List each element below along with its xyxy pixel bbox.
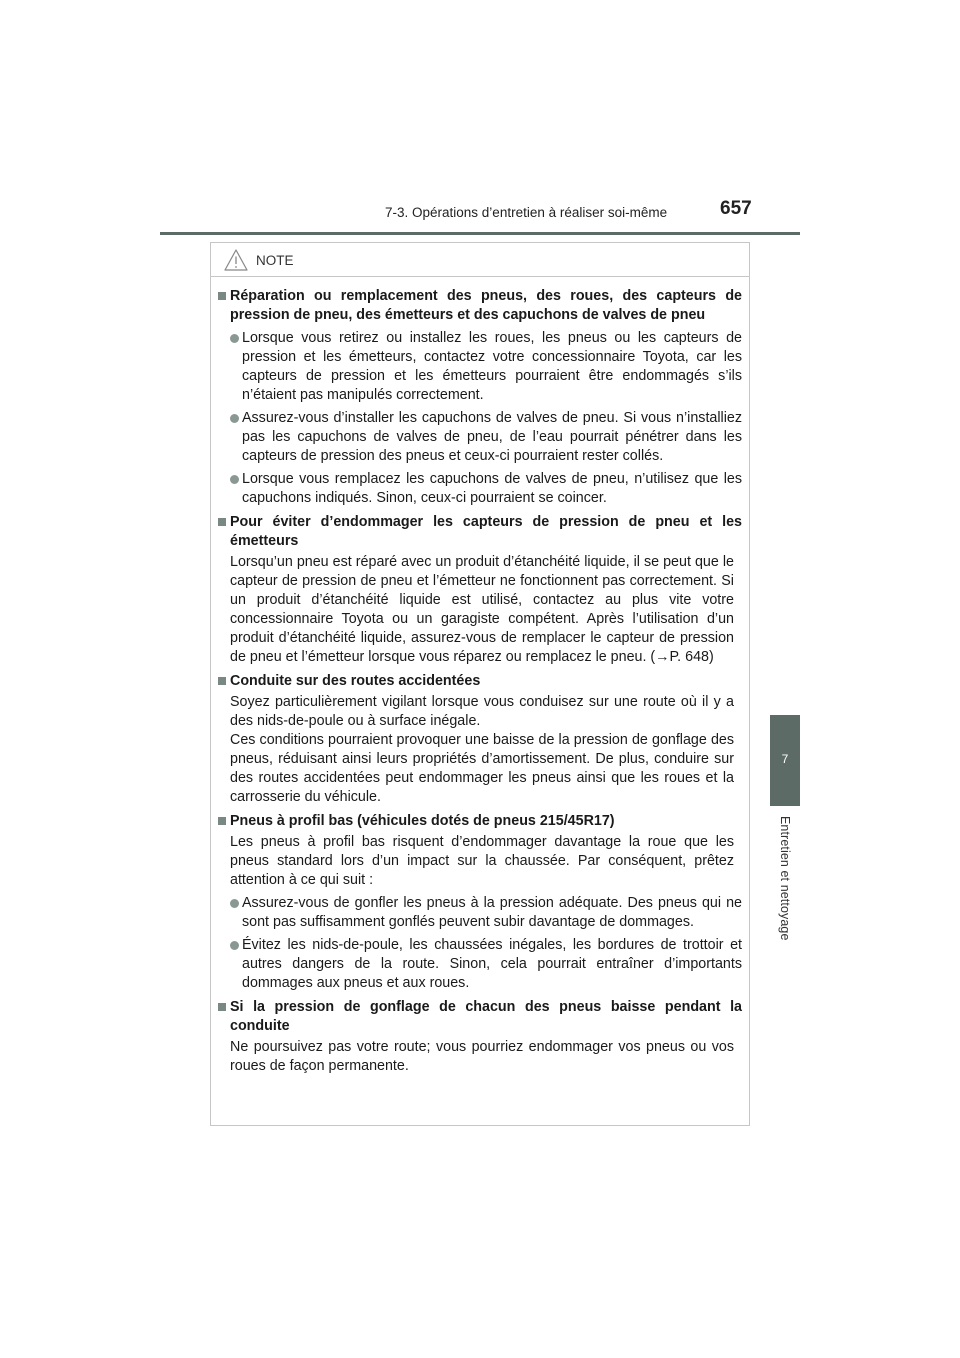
note-section (218, 812, 742, 993)
chapter-number: 7 (781, 752, 789, 766)
section-title: 7-3. Opérations d’entretien à réaliser soi-même (385, 205, 668, 220)
bullet-item (218, 894, 742, 932)
note-section (218, 513, 742, 667)
bullet-icon (230, 941, 239, 950)
warning-triangle-icon (224, 249, 248, 271)
note-header (211, 243, 749, 277)
bullet-icon (230, 414, 239, 423)
section-paragraph: Les pneus à profil bas risquent d’endommager davantage la roue que les pneus standard lors d’un impact sur la chaussée. Par conséquent, prêtez attention à ce qui suit : (230, 834, 734, 888)
section-paragraph: Ne poursuivez pas votre route; vous pourriez endommager vos pneus ou vos roues de façon permanente. (230, 1039, 734, 1074)
bullet-item (218, 936, 742, 993)
bullet-item (218, 329, 742, 405)
bullet-item (218, 470, 742, 508)
bullet-icon (230, 334, 239, 343)
note-body (211, 277, 749, 1076)
chapter-tab[interactable] (770, 715, 800, 806)
bullet-text: Évitez les nids-de-poule, les chaussées inégales, les bordures de trottoir et autres dangers de la route. Sinon, cela pourrait entraîner d’importants dommages aux pneus et aux roues. (242, 937, 742, 991)
section-heading: Pneus à profil bas (véhicules dotés de pneus 215/45R17) (218, 812, 742, 831)
note-box (210, 242, 750, 1126)
section-paragraph: Soyez particulièrement vigilant lorsque vous conduisez sur une route où il y a des nids-de-poule ou à surface inégale. (230, 694, 734, 729)
note-section (218, 672, 742, 807)
section-heading: Pour éviter d’endommager les capteurs de pression de pneu et les émetteurs (218, 513, 742, 551)
section-paragraph: Lorsqu’un pneu est réparé avec un produit d’étanchéité liquide, il se peut que le capteur de pression de pneu et l’émetteur ne fonctionnent pas correctement. Si un produit d’étanchéité liquide est utilisé, contactez au plus vite votre concessionnaire Toyota ou un garagiste compétent. Après l’utilisation d’un produit d’étanchéité liquide, assurez-vous de remplacer le capteur de pression de pneu et l’émetteur lorsque vous réparez ou remplacez le pneu. (→P. 648) (230, 554, 734, 665)
header-divider (160, 232, 800, 235)
bullet-item (218, 409, 742, 466)
note-section (218, 998, 742, 1076)
bullet-icon (230, 899, 239, 908)
bullet-text: Assurez-vous de gonfler les pneus à la pression adéquate. Des pneus qui ne sont pas suffisamment gonflés peuvent subir davantage de dommages. (242, 895, 742, 930)
section-heading: Réparation ou remplacement des pneus, des roues, des capteurs de pression de pneu, des émetteurs et des capuchons de valves de pneu (218, 287, 742, 325)
note-section (218, 287, 742, 508)
note-label: NOTE (256, 253, 294, 268)
section-heading: Si la pression de gonflage de chacun des pneus baisse pendant la conduite (218, 998, 742, 1036)
chapter-label: Entretien et nettoyage (778, 816, 792, 941)
section-heading: Conduite sur des routes accidentées (218, 672, 742, 691)
bullet-text: Lorsque vous remplacez les capuchons de valves de pneu, n’utilisez que les capuchons indiqués. Sinon, ceux-ci pourraient se coincer. (242, 471, 742, 506)
chapter-label-container (778, 816, 792, 966)
bullet-text: Assurez-vous d’installer les capuchons de valves de pneu. Si vous n’installiez pas les capuchons de valves de pneu, de l’eau pourrait pénétrer dans les capteurs de pression des pneus et ceux-ci pourraient rester collés. (242, 410, 742, 464)
bullet-text: Lorsque vous retirez ou installez les roues, les pneus ou les capteurs de pression et les émetteurs, contactez votre concessionnaire Toyota, car les capteurs de pression et les émetteurs pourraient être endommagés s’ils n’étaient pas manipulés correctement. (242, 330, 742, 403)
bullet-icon (230, 475, 239, 484)
section-paragraph: Ces conditions pourraient provoquer une baisse de la pression de gonflage des pneus, réduisant ainsi leurs propriétés d’amortissement. De plus, conduire sur des routes accidentées peut endommager les pneus ainsi que les roues et la carrosserie du véhicule. (230, 732, 734, 805)
page-number: 657 (720, 198, 752, 219)
